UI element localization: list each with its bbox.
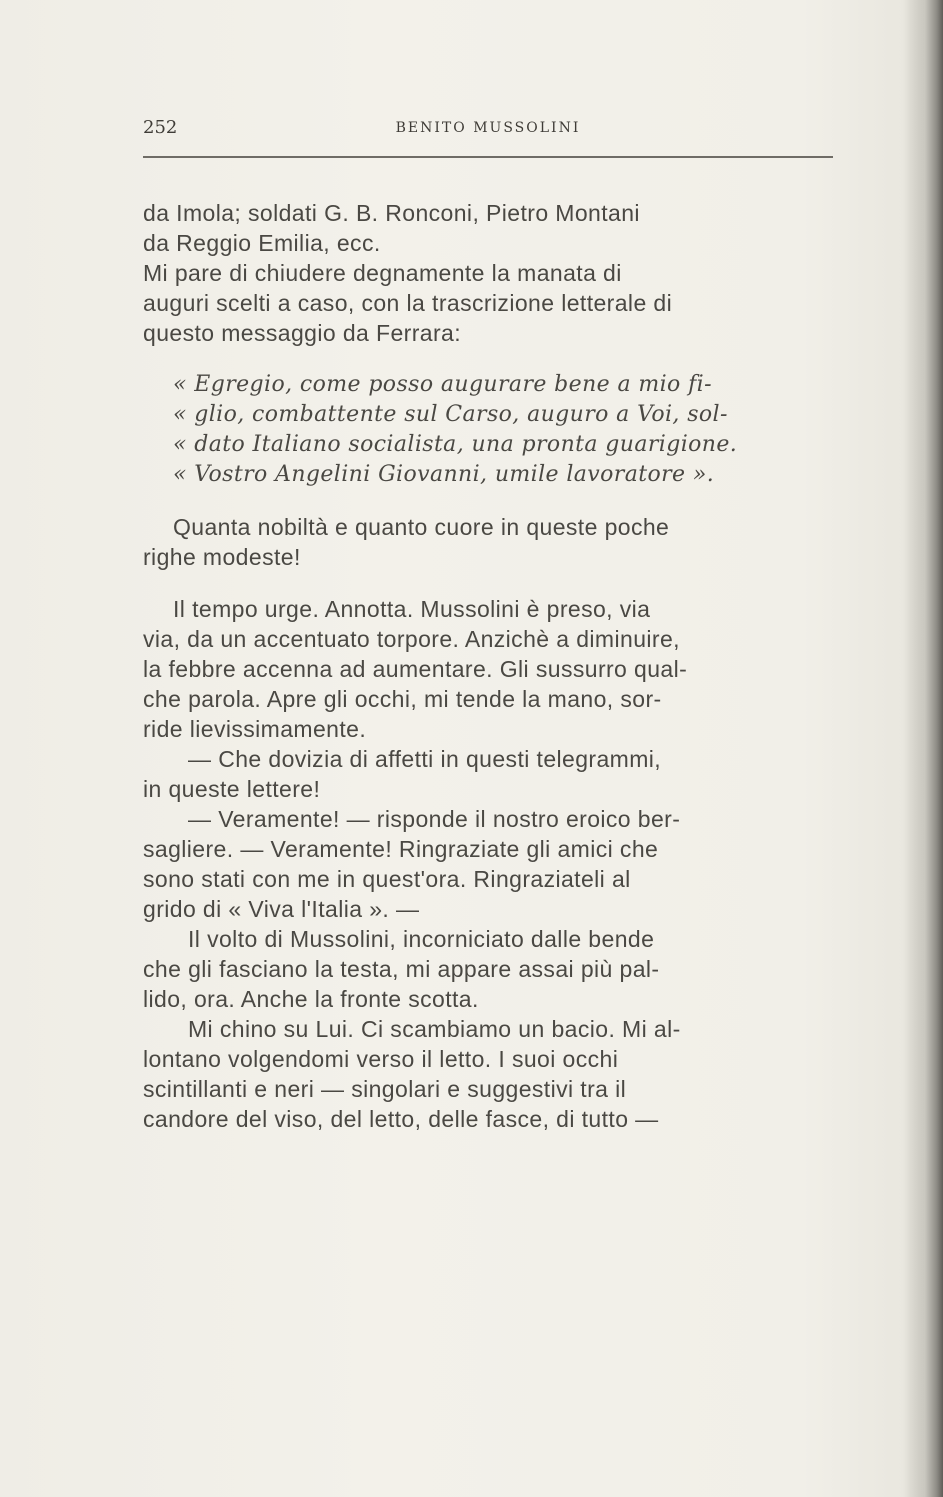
text-line: candore del viso, del letto, delle fasce, di tutto — bbox=[143, 1106, 659, 1132]
text-line: Quanta nobiltà e quanto cuore in queste poche bbox=[173, 514, 670, 540]
body-text bbox=[143, 198, 848, 1134]
text-line: Mi pare di chiudere degnamente la manata di bbox=[143, 260, 622, 286]
spacer bbox=[143, 348, 848, 370]
text-line: Il tempo urge. Annotta. Mussolini è preso, via bbox=[173, 596, 651, 622]
text-line: la febbre accenna ad aumentare. Gli sussurro qual- bbox=[143, 656, 688, 682]
text-line: questo messaggio da Ferrara: bbox=[143, 320, 462, 346]
page-edge-shadow bbox=[903, 0, 943, 1497]
text-line: lido, ora. Anche la fronte scotta. bbox=[143, 986, 479, 1012]
header-rule bbox=[143, 156, 833, 158]
text-line: righe modeste! bbox=[143, 544, 301, 570]
text-line: — Che dovizia di affetti in questi telegrammi, bbox=[188, 746, 662, 772]
quote-line: « dato Italiano socialista, una pronta guarigione. bbox=[173, 432, 738, 457]
text-line: sagliere. — Veramente! Ringraziate gli amici che bbox=[143, 836, 659, 862]
page-header bbox=[143, 117, 833, 145]
quote-line: « Egregio, come posso augurare bene a mio fi- bbox=[173, 372, 712, 397]
text-line: Il volto di Mussolini, incorniciato dalle bende bbox=[188, 926, 655, 952]
spacer bbox=[143, 490, 848, 512]
text-line: grido di « Viva l'Italia ». — bbox=[143, 896, 420, 922]
text-line: via, da un accentuato torpore. Anzichè a diminuire, bbox=[143, 626, 680, 652]
quote-line: « glio, combattente sul Carso, auguro a Voi, sol- bbox=[173, 402, 728, 427]
text-line: in queste lettere! bbox=[143, 776, 321, 802]
text-line: da Imola; soldati G. B. Ronconi, Pietro Montani bbox=[143, 200, 640, 226]
quote-line: « Vostro Angelini Giovanni, umile lavoratore ». bbox=[173, 462, 715, 487]
running-head: BENITO MUSSOLINI bbox=[395, 120, 581, 136]
text-line: scintillanti e neri — singolari e suggestivi tra il bbox=[143, 1076, 627, 1102]
page-number: 252 bbox=[143, 117, 178, 138]
text-line: sono stati con me in quest'ora. Ringraziateli al bbox=[143, 866, 631, 892]
text-line: che gli fasciano la testa, mi appare assai più pal- bbox=[143, 956, 660, 982]
text-line: auguri scelti a caso, con la trascrizione letterale di bbox=[143, 290, 673, 316]
text-line: — Veramente! — risponde il nostro eroico ber- bbox=[188, 806, 681, 832]
text-line: Mi chino su Lui. Ci scambiamo un bacio. Mi al- bbox=[188, 1016, 681, 1042]
spacer bbox=[143, 572, 848, 594]
text-line: da Reggio Emilia, ecc. bbox=[143, 230, 381, 256]
text-line: lontano volgendomi verso il letto. I suoi occhi bbox=[143, 1046, 619, 1072]
text-line: che parola. Apre gli occhi, mi tende la mano, sor- bbox=[143, 686, 662, 712]
text-line: ride lievissimamente. bbox=[143, 716, 367, 742]
